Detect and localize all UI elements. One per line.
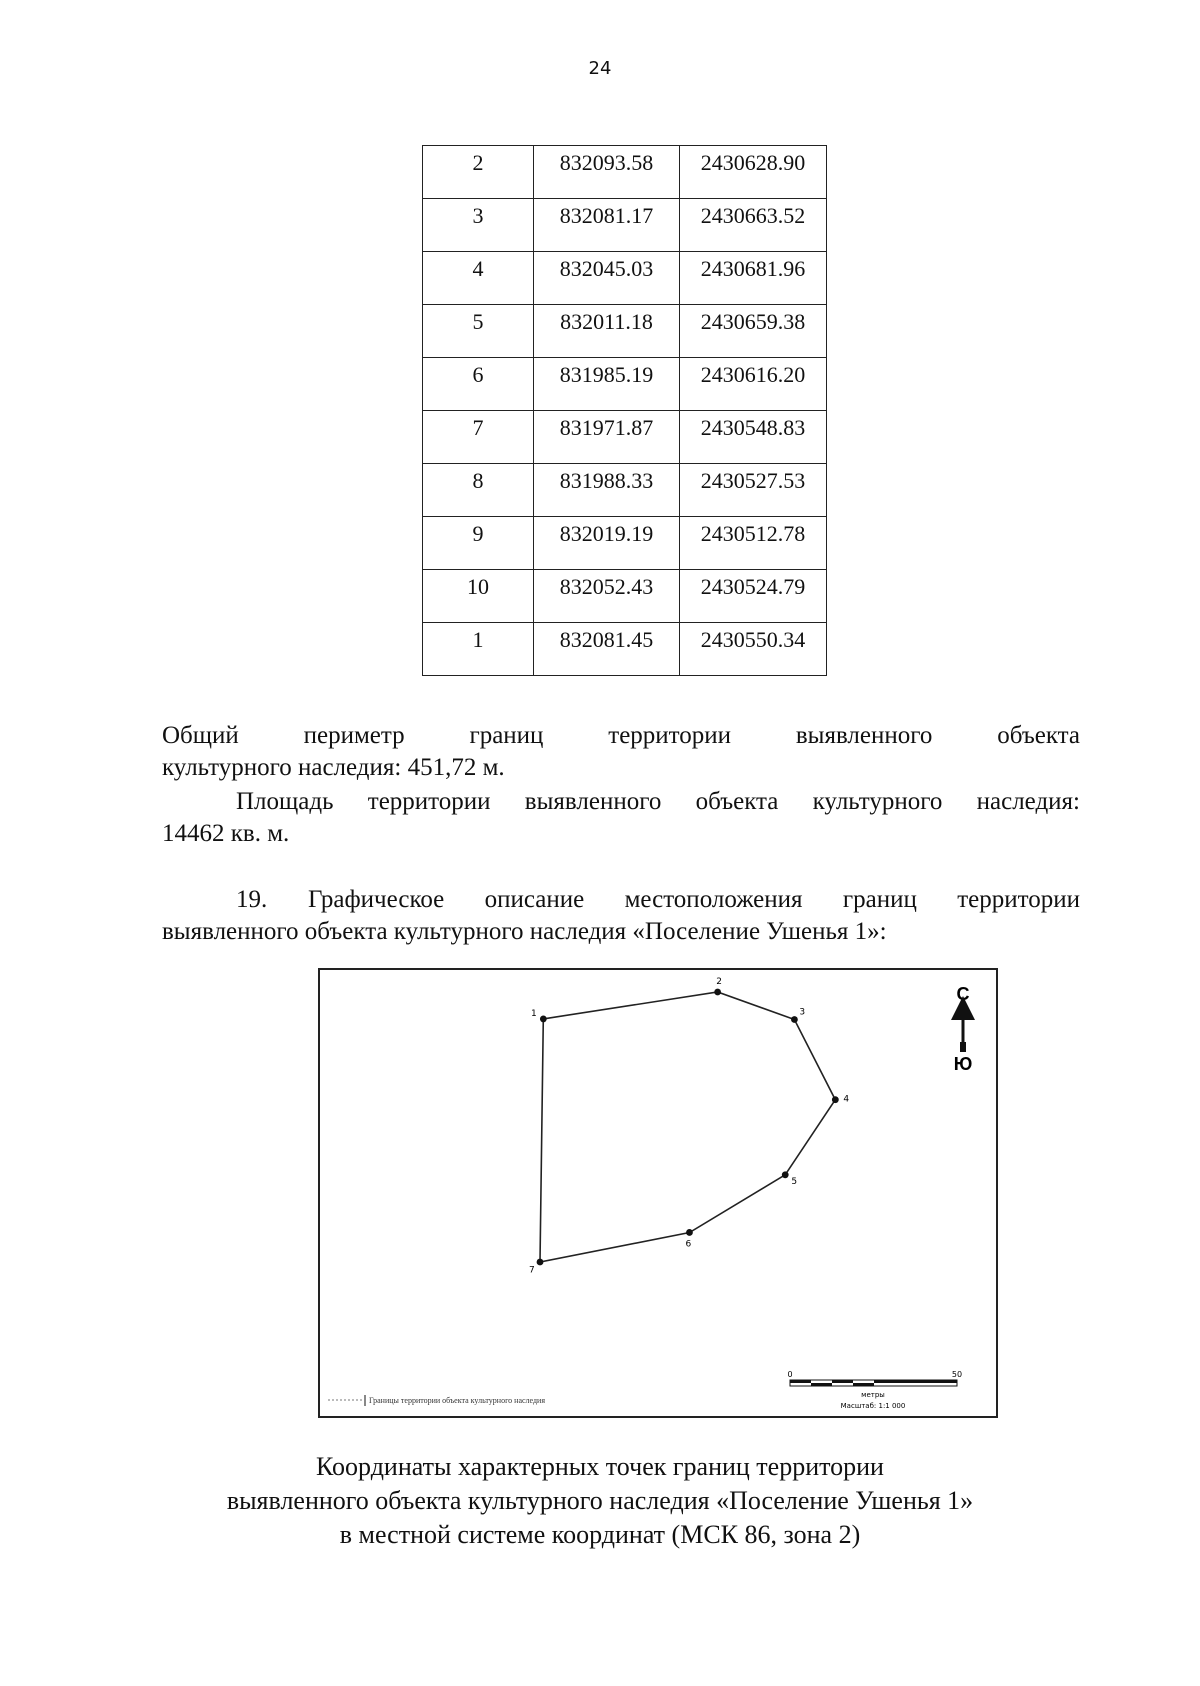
- y-coordinate-cell: 2430659.38: [680, 305, 827, 358]
- north-label: С: [956, 984, 970, 1004]
- point-number-cell: 5: [423, 305, 534, 358]
- boundary-point-label: 2: [716, 977, 722, 988]
- x-coordinate-cell: 831985.19: [534, 358, 680, 411]
- point-number-cell: 8: [423, 464, 534, 517]
- boundary-point-label: 7: [529, 1265, 535, 1276]
- x-coordinate-cell: 832011.18: [534, 305, 680, 358]
- scale-units: метры: [861, 1391, 885, 1399]
- boundary-polygon: [540, 992, 835, 1262]
- table-row: [423, 146, 827, 199]
- scale-end-label: 50: [951, 1370, 963, 1379]
- boundary-point-label: 4: [843, 1094, 850, 1105]
- scale-start-label: 0: [787, 1370, 793, 1379]
- point-number-cell: 7: [423, 411, 534, 464]
- map-legend: [328, 1395, 545, 1406]
- x-coordinate-cell: 832081.45: [534, 623, 680, 676]
- section-title: Графическое описание местоположения границ территории: [308, 886, 1080, 913]
- boundary-point: [832, 1096, 839, 1103]
- boundary-map-canvas: [320, 970, 996, 1416]
- y-coordinate-cell: 2430681.96: [680, 252, 827, 305]
- point-number-cell: 6: [423, 358, 534, 411]
- point-number-cell: 3: [423, 199, 534, 252]
- y-coordinate-cell: 2430527.53: [680, 464, 827, 517]
- y-coordinate-cell: 2430628.90: [680, 146, 827, 199]
- scale-seg-2: [811, 1383, 832, 1386]
- y-coordinate-cell: 2430663.52: [680, 199, 827, 252]
- area-text-line1: Площадь территории выявленного объекта культурного наследия:: [236, 788, 1080, 815]
- section-heading-line1: [162, 884, 1080, 916]
- y-coordinate-cell: 2430550.34: [680, 623, 827, 676]
- legend-label: Границы территории объекта культурного наследия: [369, 1396, 546, 1405]
- y-coordinate-cell: 2430616.20: [680, 358, 827, 411]
- boundary-point: [686, 1229, 693, 1236]
- x-coordinate-cell: 832052.43: [534, 570, 680, 623]
- table-row: [423, 305, 827, 358]
- x-coordinate-cell: 832019.19: [534, 517, 680, 570]
- y-coordinate-cell: 2430512.78: [680, 517, 827, 570]
- boundary-point-label: 3: [799, 1007, 806, 1018]
- table-row: [423, 517, 827, 570]
- y-coordinate-cell: 2430524.79: [680, 570, 827, 623]
- table-row: [423, 464, 827, 517]
- point-number-cell: 10: [423, 570, 534, 623]
- north-arrow: [954, 984, 973, 1074]
- perimeter-text-line2: культурного наследия: 451,72 м.: [162, 754, 505, 781]
- caption-line1: Координаты характерных точек границ территории: [316, 1452, 884, 1481]
- scale-ratio: Масштаб: 1:1 000: [840, 1402, 906, 1410]
- boundary-map: [318, 968, 998, 1418]
- table-row: [423, 623, 827, 676]
- north-arrow-base: [960, 1042, 966, 1052]
- caption-line2: выявленного объекта культурного наследия «Поселение Ушенья 1»: [226, 1486, 974, 1515]
- point-number-cell: 9: [423, 517, 534, 570]
- coordinates-table: [422, 145, 827, 676]
- scale-seg-5: [874, 1380, 957, 1383]
- point-number-cell: 2: [423, 146, 534, 199]
- boundary-point: [782, 1171, 789, 1178]
- perimeter-text-line1: Общий периметр границ территории выявленного объекта: [162, 722, 1080, 749]
- table-row: [423, 358, 827, 411]
- x-coordinate-cell: 831971.87: [534, 411, 680, 464]
- boundary-point: [537, 1259, 544, 1266]
- area-text-line2: 14462 кв. м.: [162, 820, 290, 847]
- boundary-point: [540, 1016, 547, 1023]
- boundary-point: [791, 1016, 798, 1023]
- y-coordinate-cell: 2430548.83: [680, 411, 827, 464]
- page-number: 24: [588, 58, 612, 79]
- section-heading-line2: выявленного объекта культурного наследия «Поселение Ушенья 1»:: [162, 918, 887, 945]
- table-row: [423, 570, 827, 623]
- scale-bar: [787, 1370, 962, 1410]
- x-coordinate-cell: 832093.58: [534, 146, 680, 199]
- south-label: Ю: [953, 1054, 973, 1074]
- section-number: 19.: [236, 886, 268, 913]
- boundary-point-label: 5: [791, 1177, 798, 1188]
- point-number-cell: 4: [423, 252, 534, 305]
- x-coordinate-cell: 832081.17: [534, 199, 680, 252]
- caption-line3: в местной системе координат (МСК 86, зона 2): [339, 1520, 861, 1549]
- boundary-point: [714, 989, 721, 996]
- boundary-point-label: 1: [531, 1009, 537, 1020]
- scale-seg-4: [853, 1383, 874, 1386]
- coordinates-caption: [0, 1450, 1200, 1552]
- boundary-point-label: 6: [685, 1239, 692, 1250]
- table-row: [423, 252, 827, 305]
- scale-seg-3: [832, 1380, 853, 1383]
- table-row: [423, 199, 827, 252]
- x-coordinate-cell: 831988.33: [534, 464, 680, 517]
- scale-seg-1: [790, 1380, 811, 1383]
- x-coordinate-cell: 832045.03: [534, 252, 680, 305]
- point-number-cell: 1: [423, 623, 534, 676]
- table-row: [423, 411, 827, 464]
